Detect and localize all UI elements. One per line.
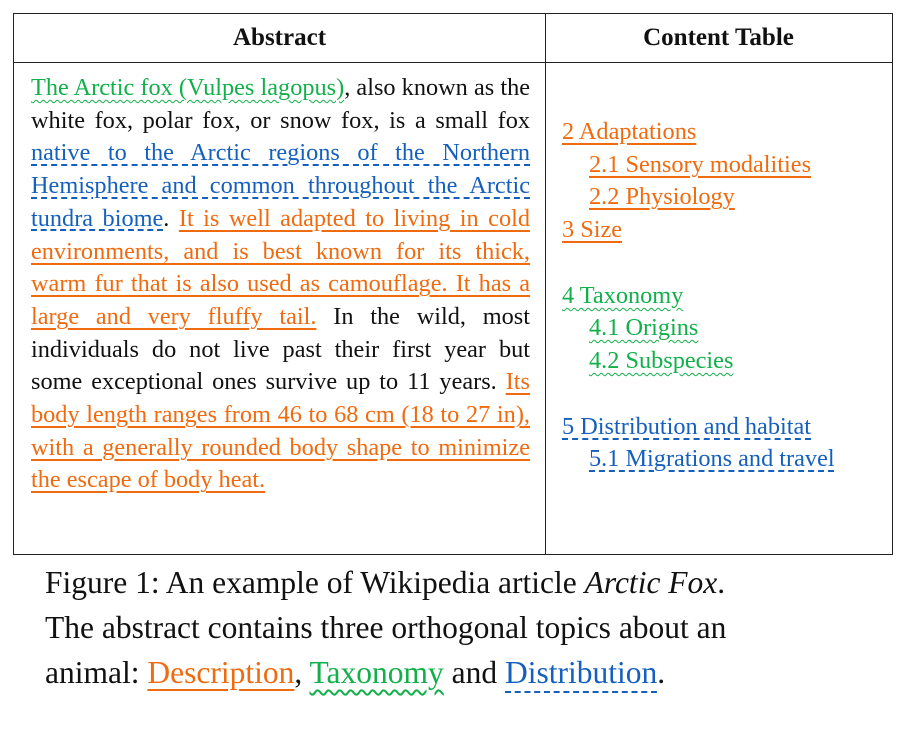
toc-item-subspecies: 4.2 Subspecies xyxy=(589,347,734,374)
toc-item-distribution-habitat: 5 Distribution and habitat xyxy=(562,413,812,440)
abstract-segment-distribution: native to the Arctic regions of the Northern Hemisphere and common throughout the Arctic tundra biome xyxy=(31,139,530,232)
toc-item-size: 3 Size xyxy=(562,216,623,243)
header-divider xyxy=(14,62,892,63)
abstract-segment-description: Its body length ranges from 46 to 68 cm (18 to 27 in), with a generally rounded body shape to minimize the escape of body heat. xyxy=(31,368,530,494)
caption-line-3 xyxy=(45,650,726,695)
caption-topic-taxonomy: Taxonomy xyxy=(309,655,444,690)
toc-item-migrations-travel: 5.1 Migrations and travel xyxy=(589,445,835,472)
abstract-segment-plain: , also known as the white fox, polar fox, or snow fox, is a small fox xyxy=(31,74,531,134)
abstract-segment-plain: . xyxy=(163,204,179,232)
abstract-segment-plain: In the wild, most individuals do not live past their first year but some exceptional ones survive up to 11 years. xyxy=(31,302,530,396)
toc-item-sensory-modalities: 2.1 Sensory modalities xyxy=(589,151,812,178)
caption-period: . xyxy=(717,565,726,600)
caption-and: and xyxy=(443,655,506,690)
caption-topic-description: Description xyxy=(147,655,295,690)
caption-animal-label: animal: xyxy=(45,655,148,690)
toc-item-adaptations: 2 Adaptations xyxy=(562,118,697,145)
caption-prefix: Figure 1: An example of Wikipedia article xyxy=(45,565,585,600)
toc-item-physiology: 2.2 Physiology xyxy=(589,183,735,210)
column-divider xyxy=(545,14,546,554)
toc-item-taxonomy: 4 Taxonomy xyxy=(562,282,684,309)
abstract-segment-taxonomy: The Arctic fox (Vulpes lagopus) xyxy=(31,74,345,101)
caption-article-title: Arctic Fox xyxy=(584,565,718,600)
abstract-segment-description: It is well adapted to living in cold environments, and is best known for its thick, warm fur that is also used as camouflage. It has a large and very fluffy tail. xyxy=(31,204,530,330)
abstract-header: Abstract xyxy=(232,24,327,51)
caption-line-1 xyxy=(45,560,726,605)
caption-final-period: . xyxy=(657,655,666,690)
caption-topic-distribution: Distribution xyxy=(505,655,658,690)
content-table-header: Content Table xyxy=(643,24,794,51)
caption-line-2: The abstract contains three orthogonal topics about an xyxy=(45,610,727,645)
toc-item-origins: 4.1 Origins xyxy=(589,314,699,341)
caption-comma: , xyxy=(294,655,310,690)
figure-caption xyxy=(45,560,726,695)
figure-table xyxy=(13,13,893,555)
abstract-text xyxy=(31,72,530,497)
